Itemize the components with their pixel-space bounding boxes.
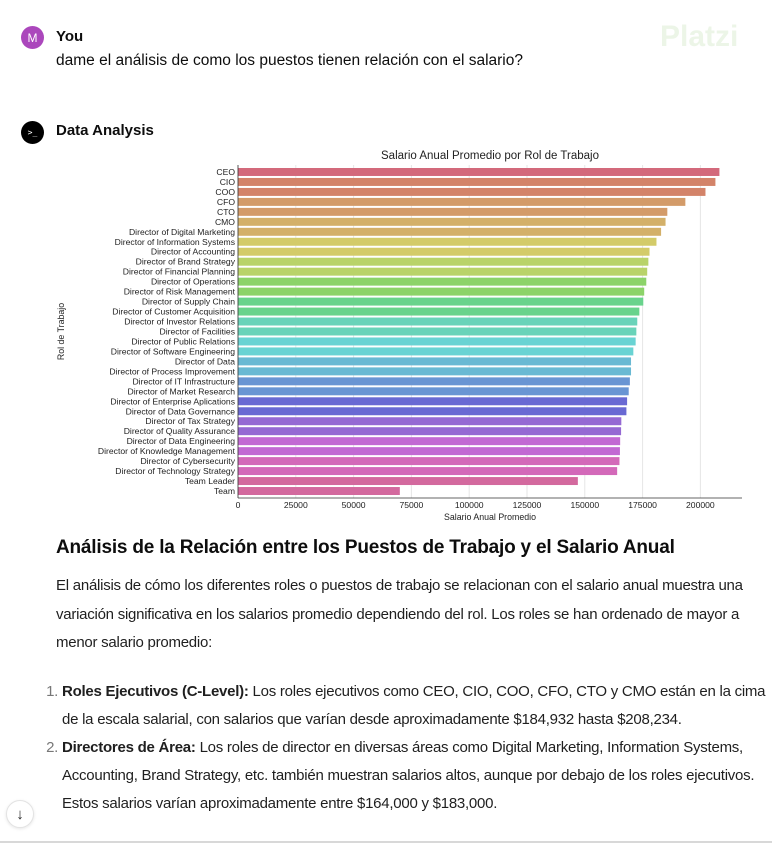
terminal-icon: >_ <box>21 121 44 144</box>
bar <box>238 208 667 216</box>
y-tick-label: CTO <box>217 206 235 217</box>
y-tick-label: Director of Technology Strategy <box>115 466 235 477</box>
y-tick-label: Director of Investor Relations <box>124 316 235 327</box>
y-tick-label: CFO <box>216 196 235 207</box>
list-item-text: Los roles ejecutivos como CEO, CIO, COO, CFO, CTO y CMO están en la cima de la escala salarial, con salarios que varían desde aproximadamente $184,932 hasta $208,234. <box>62 683 766 728</box>
x-tick-label: 0 <box>235 500 241 510</box>
y-tick-label: CIO <box>219 176 235 187</box>
bar <box>238 417 621 425</box>
y-tick-label: Director of Process Improvement <box>109 366 235 377</box>
bar <box>238 228 661 236</box>
y-tick-label: Team Leader <box>184 476 235 487</box>
bar <box>238 238 656 246</box>
y-tick-label: Director of Quality Assurance <box>123 426 235 437</box>
bar <box>238 288 644 296</box>
bar <box>238 168 719 176</box>
y-tick-label: Director of IT Infrastructure <box>132 376 235 387</box>
y-tick-label: Director of Data Engineering <box>126 436 235 447</box>
y-tick-label: Director of Enterprise Aplications <box>110 396 235 407</box>
bar <box>238 318 637 326</box>
y-tick-label: Director of Accounting <box>150 246 235 257</box>
salary-bar-chart <box>0 145 772 530</box>
y-tick-label: CEO <box>216 166 235 177</box>
assistant-name: Data Analysis <box>56 122 154 139</box>
y-tick-label: Director of Facilities <box>159 326 235 337</box>
y-tick-label: COO <box>215 186 235 197</box>
y-tick-label: Director of Knowledge Management <box>97 446 235 457</box>
x-tick-label: 50000 <box>341 500 366 510</box>
bar <box>238 278 646 286</box>
user-avatar: M <box>21 26 44 49</box>
bar <box>238 347 633 355</box>
y-tick-label: Director of Data <box>174 356 235 367</box>
user-name: You <box>56 28 84 45</box>
bar <box>238 198 685 206</box>
list-item-title: Roles Ejecutivos (C-Level) <box>62 683 244 700</box>
bar <box>238 178 715 186</box>
x-tick-label: 150000 <box>570 500 600 510</box>
bar <box>238 447 620 455</box>
y-tick-label: Director of Cybersecurity <box>140 456 235 467</box>
bar <box>238 487 400 495</box>
bar <box>238 377 630 385</box>
bar <box>238 387 629 395</box>
scroll-down-button[interactable] <box>6 800 34 828</box>
bar <box>238 188 705 196</box>
list-item: 1. Roles Ejecutivos (C-Level): Los roles ejecutivos como CEO, CIO, COO, CFO, CTO y CMO están en la cima de la escala salarial, con salarios que varían desde aproximadamente $184,932 hasta $208,234. <box>62 678 772 734</box>
bar <box>238 308 639 316</box>
bar <box>238 477 578 485</box>
bar <box>238 328 636 336</box>
x-tick-label: 100000 <box>454 500 484 510</box>
x-tick-label: 25000 <box>283 500 308 510</box>
list-item-title: Directores de Área <box>62 739 191 756</box>
x-tick-label: 75000 <box>399 500 424 510</box>
y-tick-label: Director of Public Relations <box>131 336 235 347</box>
y-tick-label: Director of Market Research <box>127 386 235 397</box>
bar <box>238 248 650 256</box>
x-tick-label: 175000 <box>628 500 657 510</box>
analysis-intro: El análisis de cómo los diferentes roles o puestos de trabajo se relacionan con el salario anual muestra una variación significativa en los salarios promedio dependiendo del rol. Los roles se han ordenado de mayor a menor salario promedio: <box>56 577 743 651</box>
bar <box>238 298 643 306</box>
bar <box>238 268 647 276</box>
list-item-text: Los roles de director en diversas áreas como Digital Marketing, Information Systems, Accounting, Brand Strategy, etc. también muestran salarios altos, aunque por debajo de los roles ejecutivos. Estos salarios varían aproximadamente entre $164,000 y $183,000. <box>62 739 755 812</box>
y-tick-label: Team <box>213 486 235 497</box>
y-tick-label: Director of Supply Chain <box>141 296 235 307</box>
chart-title: Salario Anual Promedio por Rol de Trabajo <box>381 150 599 162</box>
y-tick-label: Director of Operations <box>150 276 235 287</box>
y-tick-label: Director of Data Governance <box>125 406 235 417</box>
arrow-down-icon: ↓ <box>16 805 24 823</box>
y-axis-label: Rol de Trabajo <box>56 302 66 361</box>
y-tick-label: Director of Tax Strategy <box>145 416 235 427</box>
bar <box>238 457 619 465</box>
bar <box>238 258 648 266</box>
y-tick-label: Director of Customer Acquisition <box>112 306 235 317</box>
y-tick-label: Director of Financial Planning <box>122 266 235 277</box>
y-tick-label: Director of Brand Strategy <box>135 256 235 267</box>
bar <box>238 467 617 475</box>
x-tick-label: 200000 <box>686 500 715 510</box>
bar <box>238 437 620 445</box>
bar <box>238 218 666 226</box>
bar <box>238 367 631 375</box>
platzi-watermark: Platzi <box>660 20 739 53</box>
x-axis-label: Salario Anual Promedio <box>444 512 536 522</box>
y-tick-label: Director of Information Systems <box>114 236 235 247</box>
y-tick-label: Director of Digital Marketing <box>128 226 235 237</box>
bar <box>238 407 626 415</box>
analysis-heading: Análisis de la Relación entre los Puestos de Trabajo y el Salario Anual <box>56 537 675 558</box>
bar <box>238 397 627 405</box>
list-item: 2. Directores de Área: Los roles de director en diversas áreas como Digital Marketing, Information Systems, Accounting, Brand Strategy, etc. también muestran salarios altos, aunque por debajo de los roles ejecutivos. Estos salarios varían aproximadamente entre $164,000 y $183,000. <box>62 734 772 818</box>
y-tick-label: CMO <box>214 216 235 227</box>
bar <box>238 357 631 365</box>
user-message: dame el análisis de como los puestos tienen relación con el salario? <box>56 52 523 69</box>
y-tick-label: Director of Risk Management <box>123 286 235 297</box>
bar <box>238 427 621 435</box>
analysis-list <box>26 678 772 818</box>
x-tick-label: 125000 <box>512 500 542 510</box>
y-tick-label: Director of Software Engineering <box>110 346 235 357</box>
bar <box>238 337 636 345</box>
